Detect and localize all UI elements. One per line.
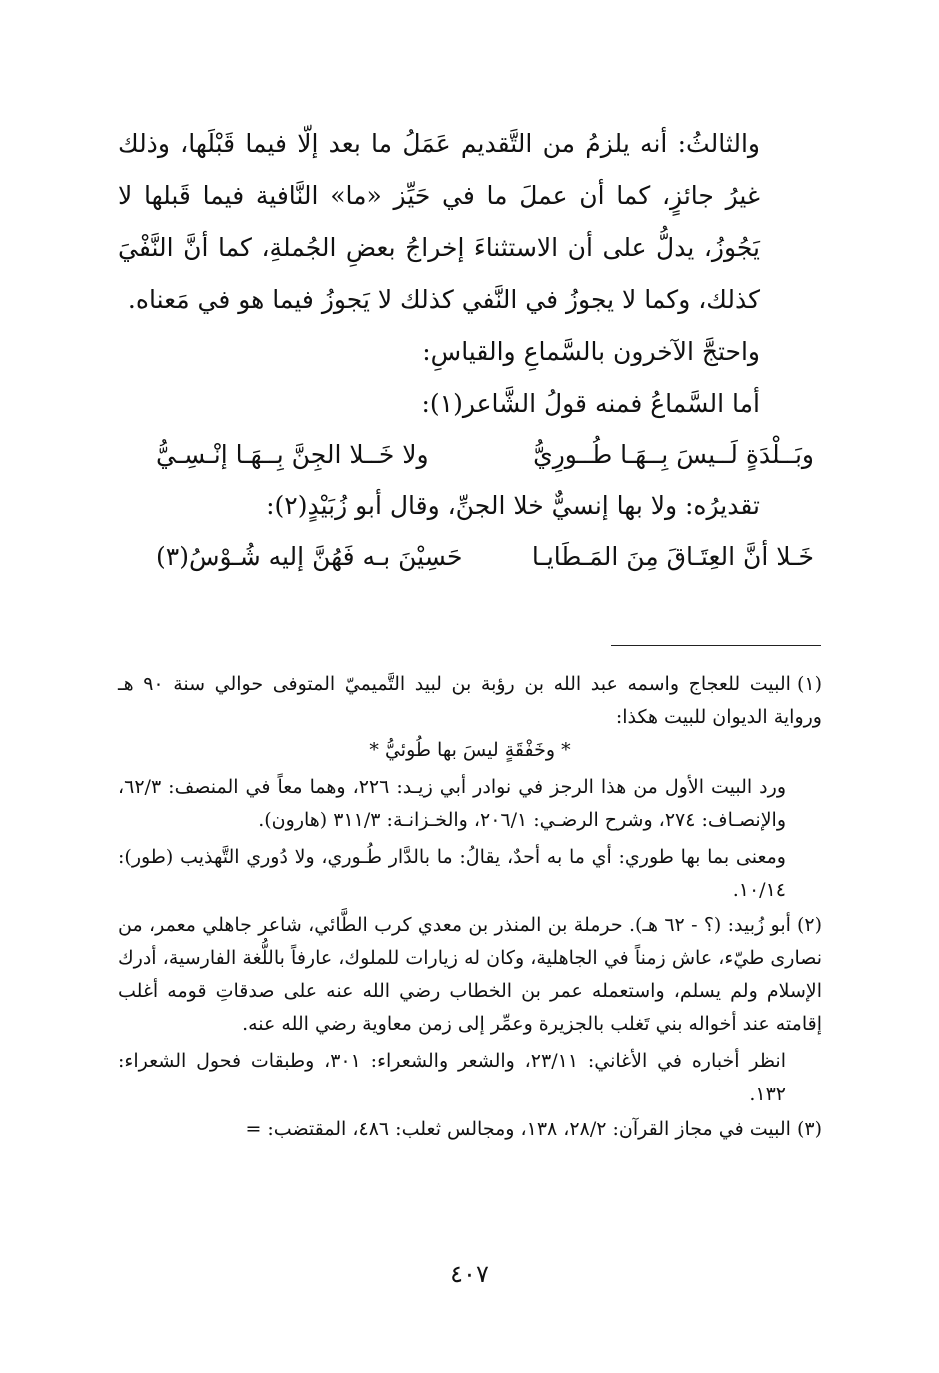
footnote-1	[118, 668, 822, 907]
paragraph-2: واحتجَّ الآخرون بالسَّماعِ والقياسِ:	[422, 337, 760, 366]
paragraph-3: أما السَّماعُ فمنه قولُ الشَّاعر(١):	[421, 389, 760, 418]
footnote-3-number: (٣)	[796, 1118, 822, 1140]
footnote-1-para-2: ورد البيت الأول من هذا الرجز في نوادر أبي زيـد: ٢٢٦، وهما معاً في المنصف: ٦٢/٣، والإنصـاف: ٢٧٤، وشرح الرضـي: ٢٠٦/١، والخـزانـة: ٣١١/٣ (هارون).	[118, 776, 786, 831]
paragraph-1: والثالثُ: أنه يلزمُ من التَّقديم عَمَلُ ما بعد إلّا فيما قَبْلَها، وذلك غيرُ جائزٍ، كما أن عملَ ما في حَيِّز «ما» النَّافية فيما قَبلها لا يَجُوزُ، يدلُّ على أن الاستثناءَ إخراجُ بعضِ الجُملةِ، كما أنَّ النَّفْيَ كذلك، وكما لا يجوزُ في النَّفي كذلك لا يَجوزُ فيما هو في مَعناه.	[118, 129, 760, 314]
footnote-2-text: أبو زُبيد: (؟ - ٦٢ هـ). حرملة بن المنذر بن معدي كرب الطَّائي، شاعر جاهلي معمر، من نصارى طيّء، عاش زمناً في الجاهلية، وكان له زيارات للملوك، عارفاً باللُّغة الفارسية، أدرك الإسلام ولم يسلم، واستعمله عمر بن الخطاب رضي الله عنه على صدقاتِ قومه أغلب إقامته عند أخواله بني تَغلب بالجزيرة وعمِّر إلى زمن معاوية رضي الله عنه.	[118, 914, 822, 1035]
main-text	[118, 118, 820, 582]
footnote-1-text: البيت للعجاج واسمه عبد الله بن رؤبة بن لبيد التَّميميّ المتوفى حوالي سنة ٩٠ هـ ورواية الديوان للبيت هكذا:	[118, 673, 822, 728]
page-number: ٤٠٧	[450, 1260, 489, 1288]
footnote-3-text: البيت في مجاز القرآن: ٢٨/٢، ١٣٨، ومجالس ثعلب: ٤٨٦، المقتضب: =	[245, 1118, 791, 1140]
verse-2-second-hemistich: حَسِيْنَ بـه فَهُنَّ إليه شُـوْسُ(٣)	[156, 542, 463, 571]
footnote-1-para-3: ومعنى بما بها طوري: أي ما به أحدٌ، يقالُ: ما بالدَّار طُـوري، ولا دُوري التَّهذيب (طور): ١٠/١٤.	[118, 846, 786, 901]
paragraph-4: تقديرُه: ولا بها إنسيٌّ خلا الجنِّ، وقال أبو زُبَيْدٍ(٢):	[266, 491, 760, 520]
verse-1	[118, 430, 820, 480]
footnotes	[118, 668, 822, 1148]
footnote-3	[118, 1113, 822, 1146]
footnote-1-number: (١)	[796, 673, 822, 695]
footnote-2	[118, 909, 822, 1111]
footnote-separator	[611, 645, 821, 646]
verse-1-second-hemistich: ولا خَــلا الجِنَّ بِــهَـا إنْـسِـيُّ	[156, 440, 429, 469]
verse-2	[118, 532, 820, 582]
verse-1-first-hemistich: وبَــلْدَةٍ لَــيسَ بِــهَـا طُــورِيُّ	[533, 440, 814, 469]
footnote-1-verse: * وخَفْقَةٍ ليسَ بها طُوئيُّ *	[369, 739, 571, 761]
verse-2-first-hemistich: خَـلا أنَّ العِتَـاقَ مِنَ المَـطَايـا	[531, 542, 814, 571]
footnote-2-number: (٢)	[796, 914, 822, 936]
footnote-2-para-2: انظر أخباره في الأغاني: ٢٣/١١، والشعر والشعراء: ٣٠١، وطبقات فحول الشعراء: ١٣٢.	[118, 1050, 786, 1105]
